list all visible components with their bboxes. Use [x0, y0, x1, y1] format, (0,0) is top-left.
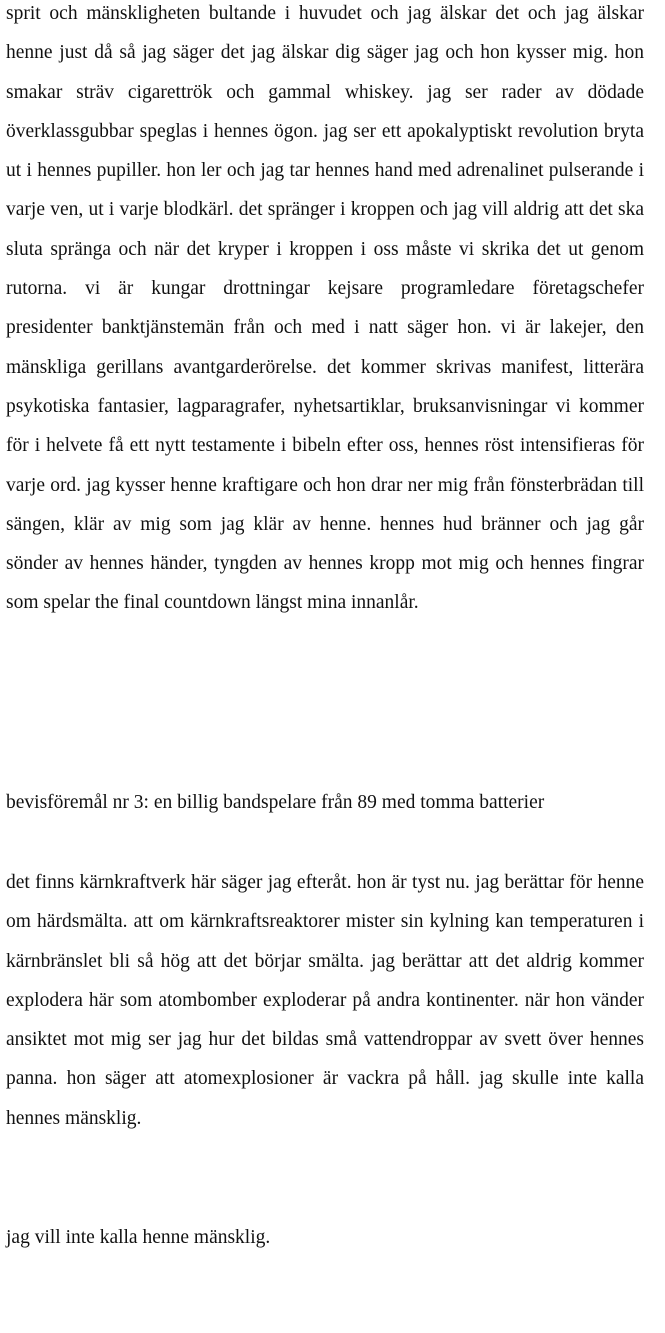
- closing-line: jag vill inte kalla henne mänsklig.: [6, 1227, 271, 1248]
- body-paragraph: sprit och mänskligheten bultande i huvudet och jag älskar det och jag älskar henne just då så jag säger det jag älskar dig säger jag och hon kysser mig. hon smakar sträv cigarettrök och gammal whiskey. jag ser rader av dödade överklassgubbar speglas i hennes ögon. jag ser ett apokalyptiskt revolution bryta ut i hennes pupiller. hon ler och jag tar hennes hand med adrenalinet pulserande i varje ven, ut i varje blodkärl. det spränger i kroppen och jag vill aldrig att det ska sluta spränga och när det kryper i kroppen i oss måste vi skrika det ut genom rutorna. vi är kungar drottningar kejsare programledare företagschefer presidenter banktjänstemän från och med i natt säger hon. vi är lakejer, den mänskliga gerillans avantgarderörelse. det kommer skrivas manifest, litterära psykotiska fantasier, lagparagrafer, nyhetsartiklar, bruksanvisningar vi kommer för i helvete få ett nytt testamente i bibeln efter oss, hennes röst intensifieras för varje ord. jag kysser henne kraftigare och hon drar ner mig från fönsterbrädan till sängen, klär av mig som jag klär av henne. hennes hud bränner och jag går sönder av hennes händer, tyngden av hennes kropp mot mig och hennes fingrar som spelar the final countdown längst mina innanlår.: [6, 3, 644, 614]
- evidence-heading: bevisföremål nr 3: en billig bandspelare från 89 med tomma batterier: [6, 792, 545, 813]
- body-paragraph: det finns kärnkraftverk här säger jag efteråt. hon är tyst nu. jag berättar för henne om härdsmälta. att om kärnkraftsreaktorer mister sin kylning kan temperaturen i kärnbränslet bli så hög att det börjar smälta. jag berättar att det aldrig kommer explodera här som atombomber exploderar på andra kontinenter. när hon vänder ansiktet mot mig ser jag hur det bildas små vattendroppar av svett över hennes panna. hon säger att atomexplosioner är vackra på håll. jag skulle inte kalla hennes mänsklig.: [6, 872, 644, 1129]
